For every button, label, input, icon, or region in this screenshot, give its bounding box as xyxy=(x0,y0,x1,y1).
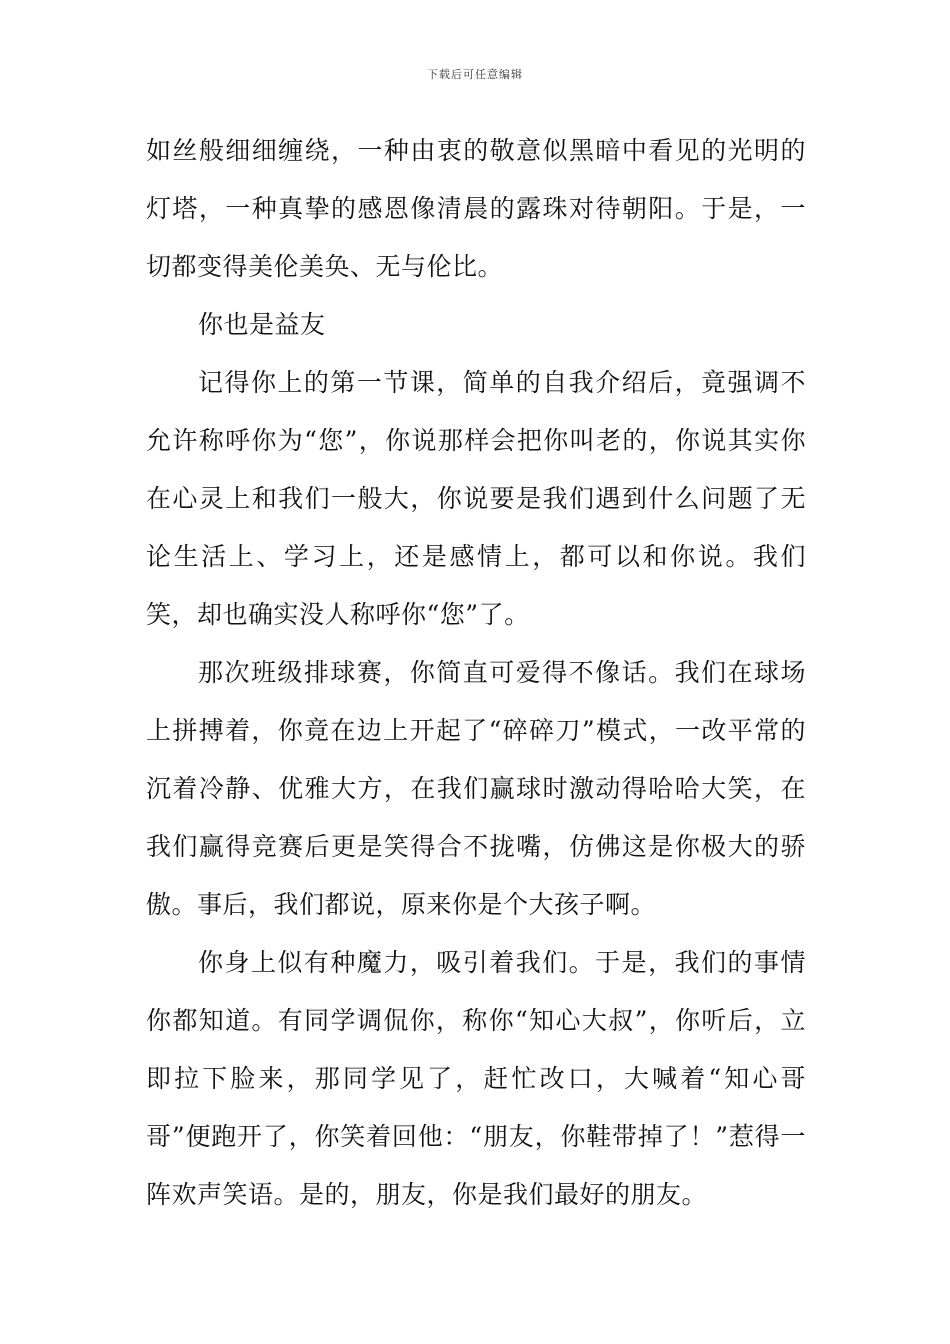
document-body xyxy=(146,122,806,1224)
section-heading: 你也是益友 xyxy=(198,310,326,339)
paragraph-continuation: 如丝般细细缠绕，一种由衷的敬意似黑暗中看见的光明的灯塔，一种真挚的感恩像清晨的露珠对待朝阳。于是，一切都变得美伦美奂、无与伦比。 xyxy=(146,136,806,281)
paragraph: 记得你上的第一节课，简单的自我介绍后，竟强调不允许称呼你为“您”，你说那样会把你叫老的，你说其实你在心灵上和我们一般大，你说要是我们遇到什么问题了无论生活上、学习上，还是感情上，都可以和你说。我们笑，却也确实没人称呼你“您”了。 xyxy=(146,368,806,629)
page-header-note: 下载后可任意编辑 xyxy=(427,68,523,81)
paragraph: 那次班级排球赛，你简直可爱得不像话。我们在球场上拼搏着，你竟在边上开起了“碎碎刀”模式，一改平常的沉着冷静、优雅大方，在我们赢球时激动得哈哈大笑，在我们赢得竞赛后更是笑得合不拢嘴，仿佛这是你极大的骄傲。事后，我们都说，原来你是个大孩子啊。 xyxy=(146,658,806,919)
paragraph: 你身上似有种魔力，吸引着我们。于是，我们的事情你都知道。有同学调侃你，称你“知心大叔”，你听后，立即拉下脸来，那同学见了，赶忙改口，大喊着“知心哥哥”便跑开了，你笑着回他：“朋友，你鞋带掉了！”惹得一阵欢声笑语。是的，朋友，你是我们最好的朋友。 xyxy=(146,948,806,1209)
